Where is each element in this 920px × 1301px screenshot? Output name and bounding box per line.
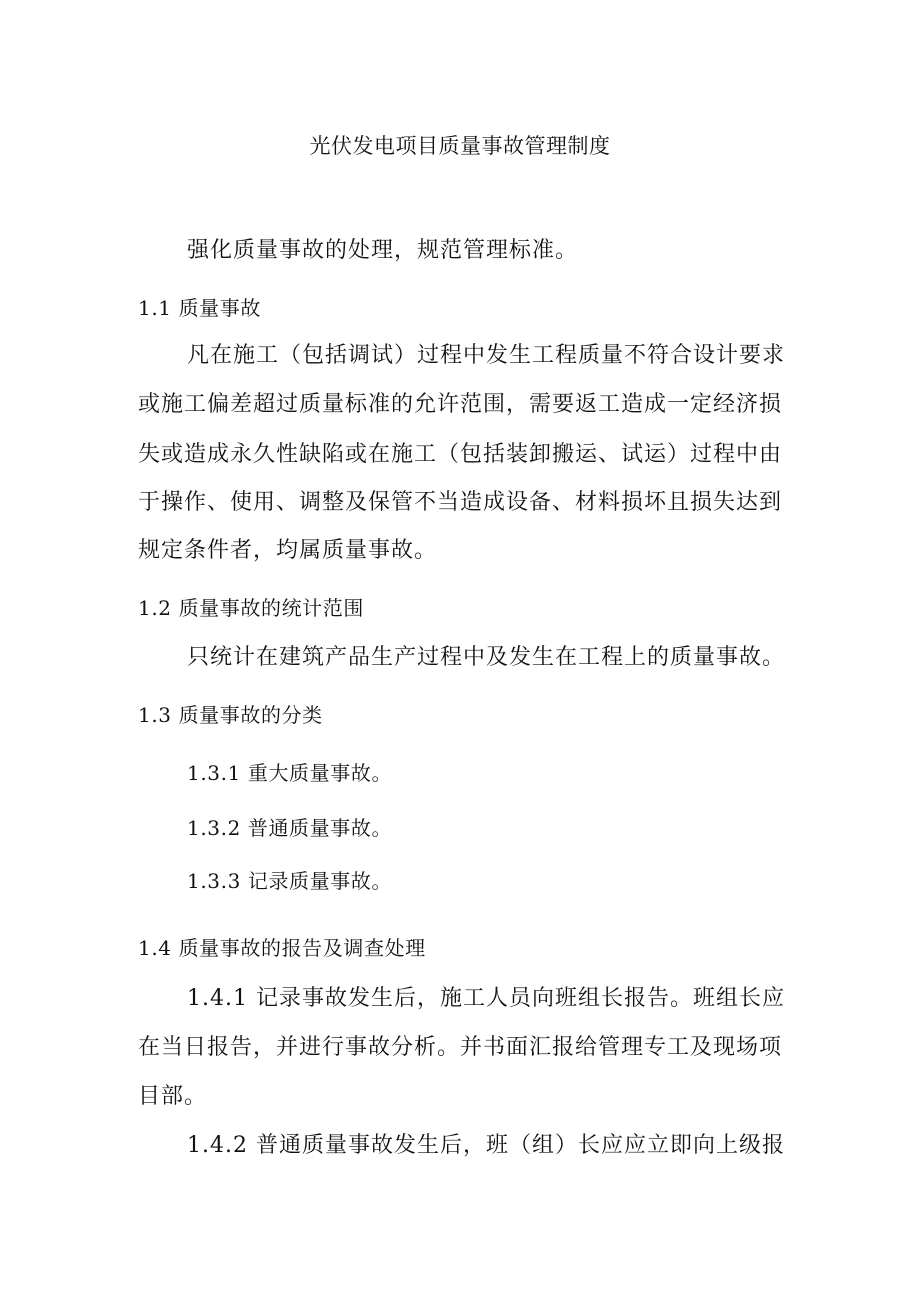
list-item: 1.3.3 记录质量事故。	[187, 869, 393, 893]
section-1-4-line: 1.4.1 记录事故发生后，施工人员向班组长报告。班组长应	[187, 986, 785, 1011]
section-1-1-line: 失或造成永久性缺陷或在施工（包括装卸搬运、试运）过程中由	[138, 442, 783, 467]
document-title: 光伏发电项目质量事故管理制度	[309, 134, 611, 158]
section-1-2-text: 只统计在建筑产品生产过程中及发生在工程上的质量事故。	[187, 645, 786, 670]
section-1-4-line: 在当日报告，并进行事故分析。并书面汇报给管理专工及现场项	[138, 1035, 783, 1060]
section-1-1-line: 规定条件者，均属质量事故。	[138, 538, 438, 563]
list-item: 1.3.2 普通质量事故。	[187, 816, 393, 840]
list-item: 1.3.1 重大质量事故。	[187, 761, 393, 785]
section-1-4-line: 目部。	[138, 1084, 208, 1109]
section-1-1-line: 凡在施工（包括调试）过程中发生工程质量不符合设计要求	[187, 343, 786, 368]
section-heading-1-2: 1.2 质量事故的统计范围	[138, 596, 364, 620]
section-1-4-line: 1.4.2 普通质量事故发生后，班（组）长应应立即向上级报	[187, 1133, 785, 1158]
intro-paragraph: 强化质量事故的处理，规范管理标准。	[187, 238, 579, 263]
section-heading-1-3: 1.3 质量事故的分类	[138, 703, 323, 727]
section-heading-1-1: 1.1 质量事故	[138, 296, 261, 320]
section-heading-1-4: 1.4 质量事故的报告及调查处理	[138, 936, 426, 960]
section-1-1-line: 于操作、使用、调整及保管不当造成设备、材料损坏且损失达到	[138, 490, 783, 515]
section-1-1-line: 或施工偏差超过质量标准的允许范围，需要返工造成一定经济损	[138, 392, 783, 417]
